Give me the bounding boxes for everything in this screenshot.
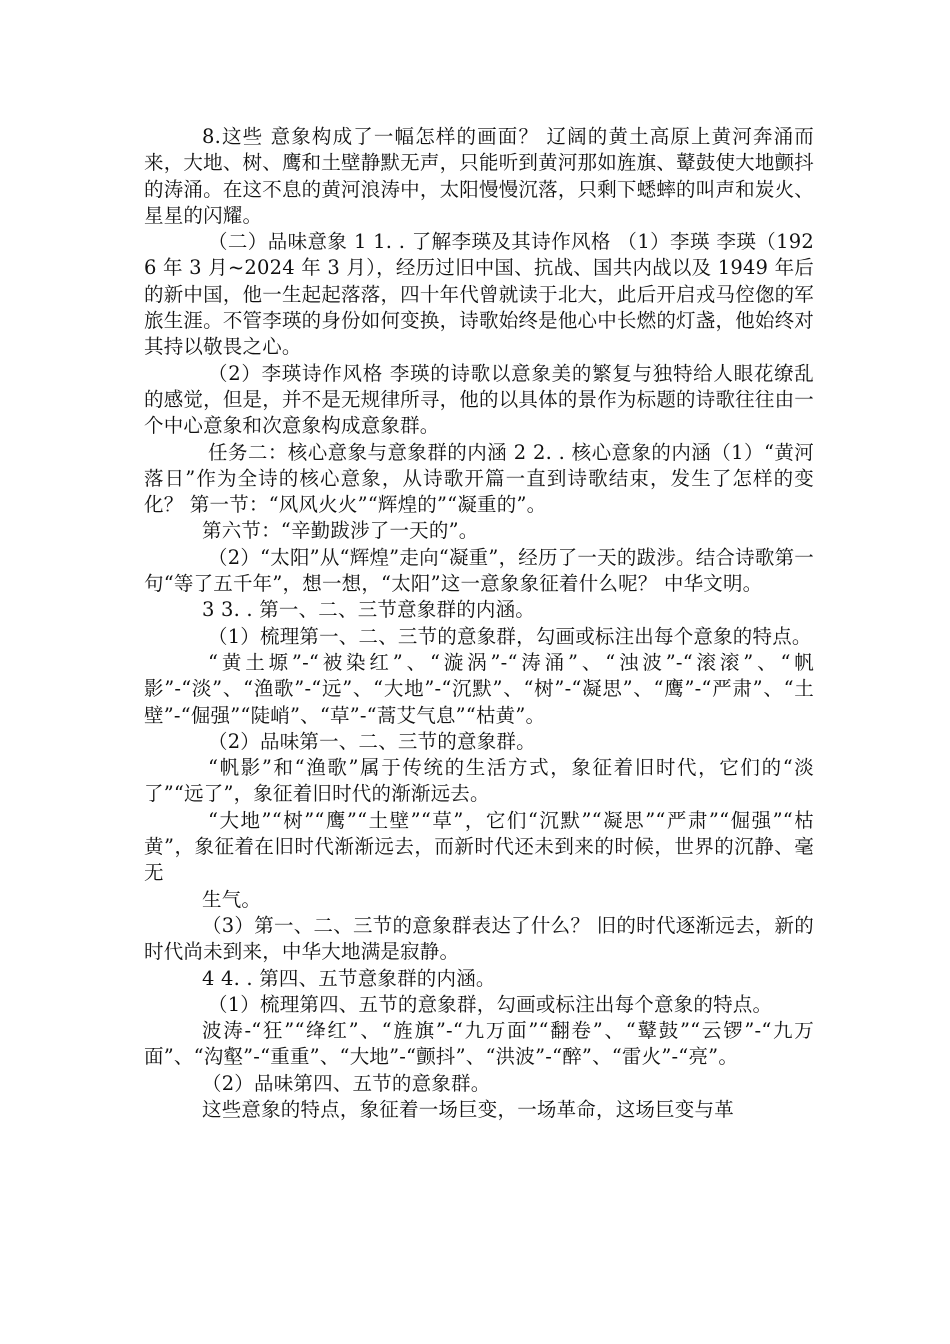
- paragraph: （1）梳理第一、二、三节的意象群，勾画或标注出每个意象的特点。: [208, 624, 812, 648]
- paragraph: 这些意象的特点，象征着一场巨变，一场革命，这场巨变与革: [202, 1097, 734, 1121]
- paragraph: 8.这些 意象构成了一幅怎样的画面？ 辽阔的黄土高原上黄河奔涌而来，大地、树、鹰和土壁静默无声，只能听到黄河那如旌旗、鼙鼓使大地颤抖的涛涌。在这不息的黄河浪涛中，太阳慢慢沉落，只剩下蟋蟀的叫声和炭火、星星的闪耀。: [144, 125, 814, 227]
- paragraph: “大地”“树”“鹰”“土壁”“草”，它们“沉默”“凝思”“严肃”“倔强”“枯黄”，象征着在旧时代渐渐远去，而新时代还未到来的时候，世界的沉静、毫无: [144, 808, 814, 885]
- paragraph: （2）品味第四、五节的意象群。: [202, 1071, 491, 1095]
- paragraph: 第六节：“辛勤跋涉了一天的”。: [202, 519, 479, 543]
- paragraph: 任务二：核心意象与意象群的内涵 2 2. . 核心意象的内涵（1）“黄河落日”作为全诗的核心意象，从诗歌开篇一直到诗歌结束，发生了怎样的变化？ 第一节：“风风火火”“辉煌的”“凝重的”。: [144, 440, 814, 517]
- paragraph: （二）品味意象 1 1. . 了解李瑛及其诗作风格 （1）李瑛 李瑛（1926 年 3 月~2024 年 3 月），经历过旧中国、抗战、国共内战以及 1949 年后的新中国，他一生起起落落，四十年代曾就读于北大，此后开启戎马倥偬的军旅生涯。不管李瑛的身份如何变换，诗歌始终是他心中长燃的灯盏，他始终对其持以敬畏之心。: [144, 230, 814, 359]
- paragraph: “黄土塬”-“被染红”、“漩涡”-“涛涌”、“浊波”-“滚滚”、“帆影”-“淡”、“渔歌”-“远”、“大地”-“沉默”、“树”-“凝思”、“鹰”-“严肃”、“土壁”-“倔强”“陡峭”、“草”-“蒿艾气息”“枯黄”。: [144, 650, 814, 727]
- paragraph: 生气。: [202, 887, 262, 911]
- paragraph: （3）第一、二、三节的意象群表达了什么？ 旧的时代逐渐远去，新的时代尚未到来，中华大地满是寂静。: [144, 913, 814, 964]
- paragraph: “帆影”和“渔歌”属于传统的生活方式，象征着旧时代，它们的“淡了”“远了”，象征着旧时代的渐渐远去。: [144, 756, 814, 806]
- document-body: [144, 124, 814, 1123]
- paragraph: （2）“太阳”从“辉煌”走向“凝重”，经历了一天的跋涉。结合诗歌第一句“等了五千年”，想一想，“太阳”这一意象象征着什么呢？ 中华文明。: [144, 545, 814, 596]
- paragraph: 波涛-“狂”“绛红”、“旌旗”-“九万面”“翻卷”、“鼙鼓”“云锣”-“九万面”、“沟壑”-“重重”、“大地”-“颤抖”、“洪波”-“醉”、“雷火”-“亮”。: [144, 1019, 814, 1069]
- paragraph: 4 4. . 第四、五节意象群的内涵。: [202, 966, 496, 990]
- paragraph: （2）品味第一、二、三节的意象群。: [208, 729, 536, 753]
- paragraph: 3 3. . 第一、二、三节意象群的内涵。: [202, 598, 536, 622]
- paragraph: （2）李瑛诗作风格 李瑛的诗歌以意象美的繁复与独特给人眼花缭乱的感觉，但是，并不是无规律所寻，他的以具体的景作为标题的诗歌往往由一个中心意象和次意象构成意象群。: [144, 361, 814, 438]
- paragraph: （1）梳理第四、五节的意象群，勾画或标注出每个意象的特点。: [208, 992, 773, 1016]
